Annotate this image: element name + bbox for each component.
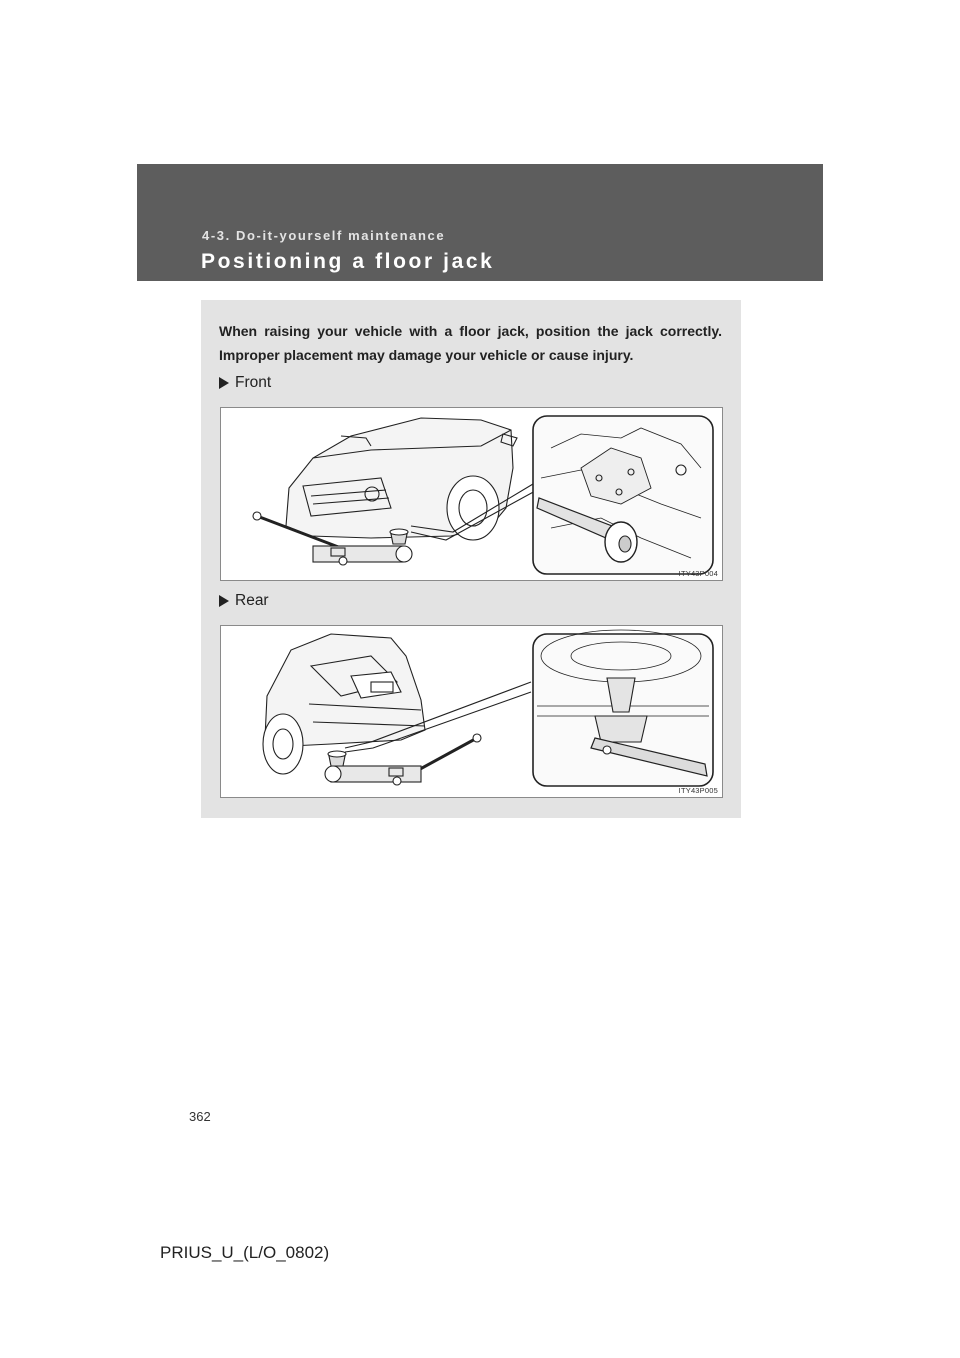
subheading-rear <box>219 592 269 610</box>
front-jack-point-illustration <box>221 408 722 580</box>
page-number: 362 <box>189 1109 211 1124</box>
subheading-rear-label: Rear <box>235 592 269 609</box>
rear-jack-point-illustration <box>221 626 722 797</box>
figure-rear-code: ITY43P005 <box>678 786 718 795</box>
subheading-front <box>219 374 271 392</box>
section-label: 4-3. Do-it-yourself maintenance <box>202 228 446 243</box>
footer-document-code: PRIUS_U_(L/O_0802) <box>160 1243 330 1262</box>
figure-front <box>220 407 723 581</box>
subheading-front-label: Front <box>235 374 272 391</box>
intro-paragraph: When raising your vehicle with a floor jack, position the jack correctly. Improper placement may damage your vehicle or cause injury. <box>219 323 722 363</box>
figure-rear <box>220 625 723 798</box>
triangle-bullet-icon <box>219 377 229 389</box>
figure-front-code: ITY43P004 <box>678 569 718 578</box>
triangle-bullet-icon <box>219 595 229 607</box>
page-title: Positioning a floor jack <box>201 250 495 273</box>
